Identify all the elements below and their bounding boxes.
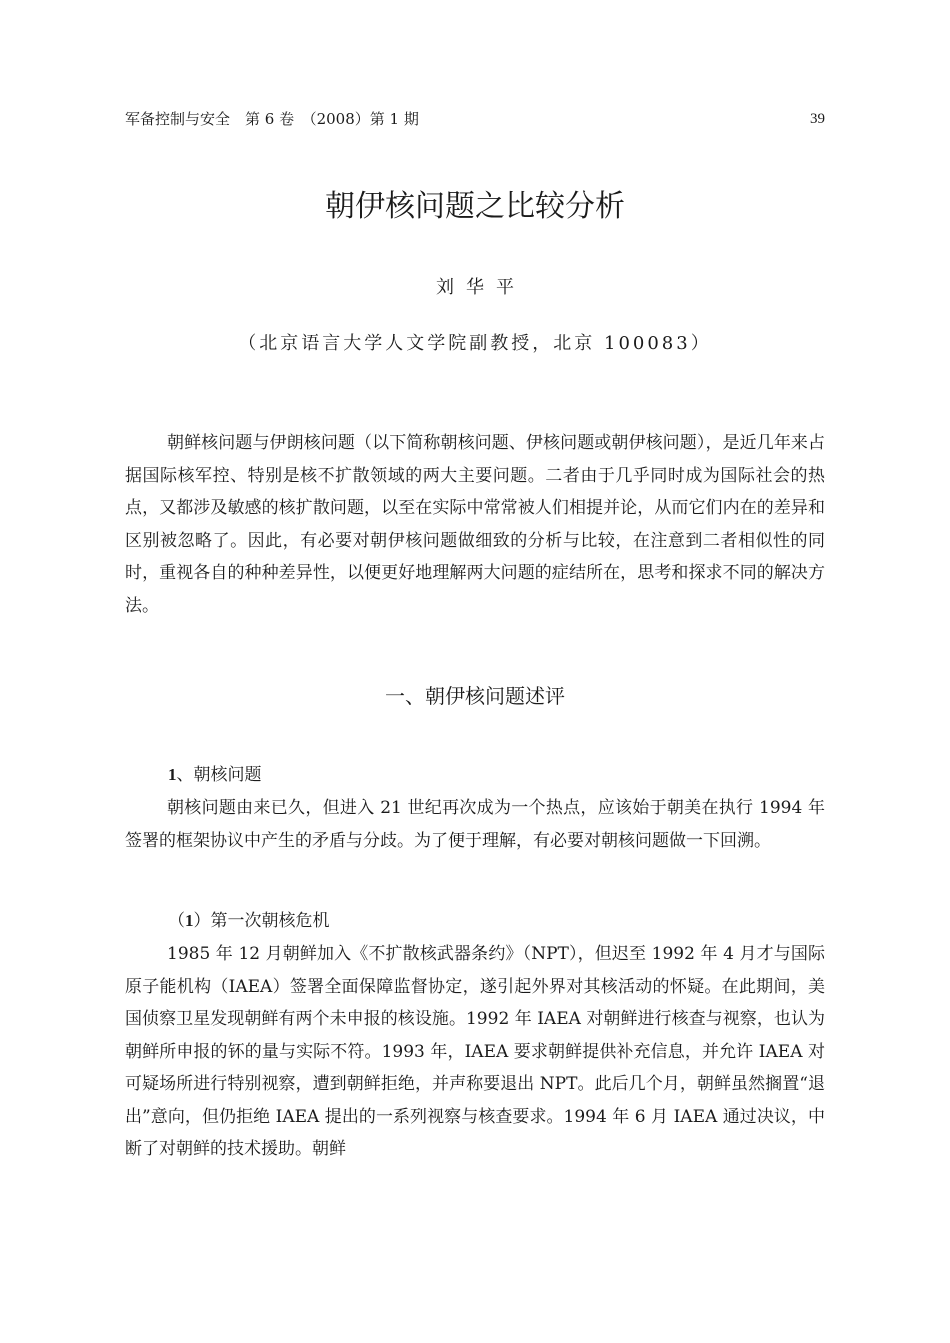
article-title: 朝伊核问题之比较分析 bbox=[325, 189, 625, 224]
intro-block bbox=[125, 427, 825, 622]
body-paragraph: 朝核问题由来已久，但进入 21 世纪再次成为一个热点，应该始于朝美在执行 1994 年签署的框架协议中产生的矛盾与分歧。为了便于理解，有必要对朝核问题做一下回溯。 bbox=[125, 798, 825, 851]
page-number: 39 bbox=[810, 111, 825, 127]
subsection-heading bbox=[168, 759, 262, 791]
journal-info: 军备控制与安全 第 6 卷 （2008）第 1 期 bbox=[125, 110, 419, 128]
subsection-label: 、朝核问题 bbox=[176, 765, 262, 785]
section-heading: 一、朝伊核问题述评 bbox=[385, 684, 565, 708]
sub-subsection-heading bbox=[168, 905, 330, 937]
intro-paragraph: 朝鲜核问题与伊朗核问题（以下简称朝核问题、伊核问题或朝伊核问题），是近几年来占据国际核军控、特别是核不扩散领域的两大主要问题。二者由于几乎同时成为国际社会的热点，又都涉及敏感的核扩散问题，以至在实际中常常被人们相提并论，从而它们内在的差异和区别被忽略了。因此，有必要对朝伊核问题做细致的分析与比较，在注意到二者相似性的同时，重视各自的种种差异性，以便更好地理解两大问题的症结所在，思考和探求不同的解决方法。 bbox=[125, 433, 825, 616]
sub-subsection-label: ）第一次朝核危机 bbox=[193, 911, 330, 931]
sub-subsection-number: 1 bbox=[185, 911, 194, 930]
section-block-2 bbox=[125, 938, 825, 1166]
sub-subsection-prefix: （ bbox=[168, 911, 185, 931]
author-name: 刘华平 bbox=[436, 277, 526, 298]
body-paragraph: 1985 年 12 月朝鲜加入《不扩散核武器条约》（NPT），但迟至 1992 年 4 月才与国际原子能机构（IAEA）签署全面保障监督协定，遂引起外界对其核活动的怀疑。在此期间，美国侦察卫星发现朝鲜有两个未申报的核设施。1992 年 IAEA 对朝鲜进行核查与视察，也认为朝鲜所申报的钚的量与实际不符。1993 年，IAEA 要求朝鲜提供补充信息，并允许 IAEA 对可疑场所进行特别视察，遭到朝鲜拒绝，并声称要退出 NPT。此后几个月，朝鲜虽然搁置“退出”意向，但仍拒绝 IAEA 提出的一系列视察与核查要求。1994 年 6 月 IAEA 通过决议，中断了对朝鲜的技术援助。朝鲜 bbox=[125, 944, 825, 1159]
subsection-number: 1 bbox=[168, 765, 177, 784]
author-affiliation: （北京语言大学人文学院副教授，北京 100083） bbox=[238, 333, 712, 354]
section-block-1 bbox=[125, 792, 825, 857]
